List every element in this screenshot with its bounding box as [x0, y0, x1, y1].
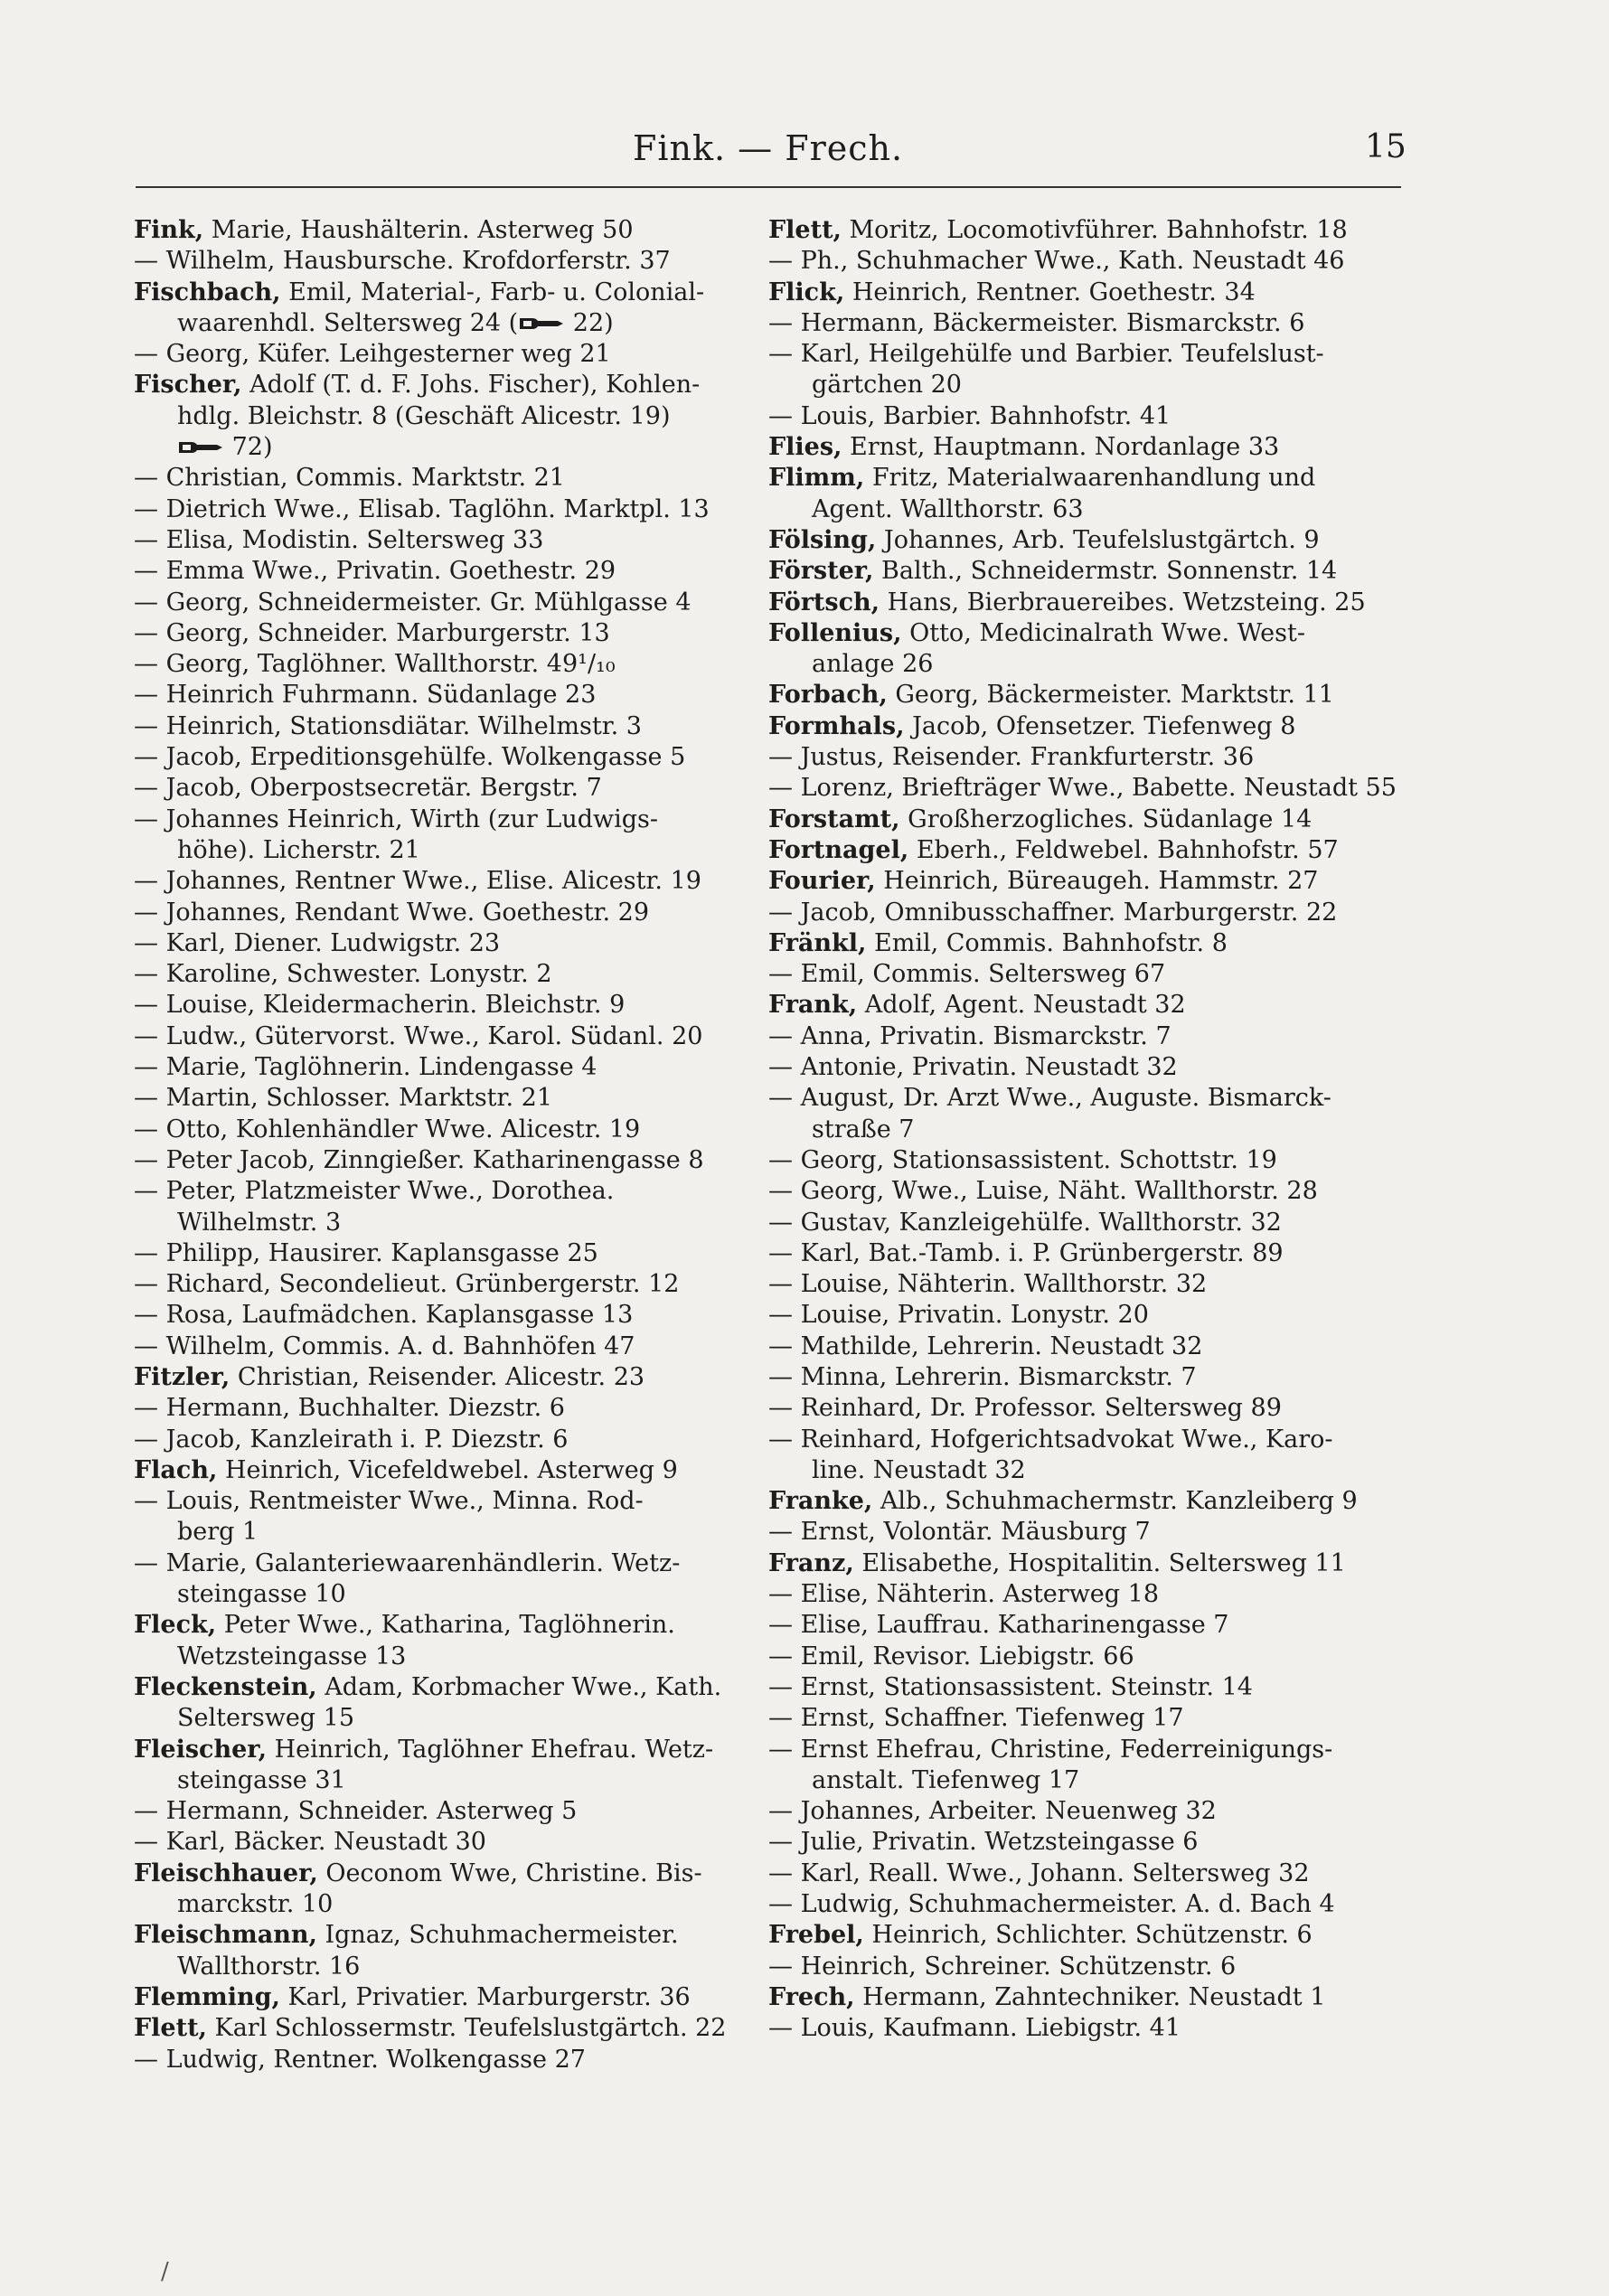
directory-entry — [768, 1610, 1412, 1641]
entry-surname: Flimm, — [768, 464, 865, 493]
entry-text: Eberh., Feldwebel. Bahnhofstr. 57 — [908, 835, 1339, 864]
entry-text: — Julie, Privatin. Wetzsteingasse 6 — [768, 1828, 1199, 1857]
directory-entry — [768, 1486, 1412, 1517]
entry-text: — Richard, Secondelieut. Grünbergerstr. 12 — [134, 1270, 680, 1299]
directory-entry — [768, 246, 1412, 277]
entry-text: Großherzogliches. Südanlage 14 — [899, 805, 1313, 833]
directory-entry — [134, 1858, 735, 1889]
directory-entry — [768, 525, 1412, 556]
entry-text: — Marie, Taglöhnerin. Lindengasse 4 — [134, 1053, 597, 1082]
entry-continuation — [134, 432, 735, 463]
page-number: 15 — [1365, 128, 1407, 165]
directory-entry — [768, 1269, 1412, 1300]
entry-text: — Emil, Commis. Seltersweg 67 — [768, 960, 1166, 989]
entry-surname: Fleischer, — [134, 1735, 267, 1764]
directory-entry — [134, 649, 735, 680]
directory-entry — [768, 866, 1412, 897]
entry-text: Hans, Bierbrauereibes. Wetzsteing. 25 — [880, 588, 1366, 616]
entry-text: Georg, Bäckermeister. Marktstr. 11 — [887, 681, 1334, 710]
directory-entry — [134, 773, 735, 804]
entry-text: Otto, Medicinalrath Wwe. West- — [901, 618, 1305, 647]
entry-text: — Karl, Reall. Wwe., Johann. Seltersweg 32 — [768, 1858, 1310, 1887]
entry-surname: Fischer, — [134, 371, 242, 400]
directory-entry — [134, 1145, 735, 1176]
directory-entry — [768, 1300, 1412, 1331]
directory-entry — [134, 1796, 735, 1827]
entry-text: steingasse 10 — [177, 1580, 346, 1609]
directory-entry — [134, 680, 735, 710]
entry-text: — Gustav, Kanzleigehülfe. Wallthorstr. 32 — [768, 1208, 1282, 1237]
entry-text: Peter Wwe., Katharina, Taglöhnerin. — [216, 1611, 675, 1640]
entry-text: — Ludwig, Rentner. Wolkengasse 27 — [134, 2045, 586, 2074]
entry-text: — Karoline, Schwester. Lonystr. 2 — [134, 960, 552, 989]
entry-continuation — [768, 649, 1412, 680]
entry-text: — Karl, Bat.-Tamb. i. P. Grünbergerstr. 89 — [768, 1238, 1284, 1267]
directory-entry — [768, 742, 1412, 773]
entry-surname: Frank, — [768, 991, 858, 1020]
entry-text: — Elise, Nähterin. Asterweg 18 — [768, 1580, 1159, 1609]
entry-text: — Louis, Rentmeister Wwe., Minna. Rod- — [134, 1487, 644, 1516]
entry-text: — Wilhelm, Commis. A. d. Bahnhöfen 47 — [134, 1331, 635, 1360]
directory-entry — [768, 1052, 1412, 1083]
entry-text: Seltersweg 15 — [177, 1704, 355, 1733]
entry-text: — Louise, Nähterin. Wallthorstr. 32 — [768, 1270, 1208, 1299]
directory-entry — [134, 1735, 735, 1765]
directory-entry — [768, 1672, 1412, 1703]
entry-text: — Justus, Reisender. Frankfurterstr. 36 — [768, 743, 1255, 772]
entry-surname: Fischbach, — [134, 278, 281, 306]
directory-entry — [768, 1735, 1412, 1765]
directory-entry — [134, 990, 735, 1021]
directory-entry — [134, 742, 735, 773]
running-header: Fink. — Frech. — [633, 128, 904, 168]
directory-entry — [768, 432, 1412, 463]
entry-text: Alb., Schuhmachermstr. Kanzleiberg 9 — [872, 1487, 1358, 1516]
entry-continuation — [768, 1115, 1412, 1145]
entry-text: anlage 26 — [812, 650, 934, 679]
entry-text-after-icon: 22) — [565, 308, 614, 337]
directory-entry — [768, 1548, 1412, 1579]
entry-continuation — [134, 835, 735, 866]
entry-text: Ernst, Hauptmann. Nordanlage 33 — [842, 433, 1280, 462]
directory-entry — [134, 1331, 735, 1362]
directory-entry — [768, 618, 1412, 649]
directory-entry — [768, 680, 1412, 710]
entry-text: Elisabethe, Hospitalitin. Seltersweg 11 — [853, 1548, 1346, 1577]
entry-surname: Forstamt, — [768, 805, 900, 833]
entry-text: — Jacob, Erpeditionsgehülfe. Wolkengasse 5 — [134, 743, 686, 772]
directory-entry — [768, 1642, 1412, 1672]
entry-text: — Mathilde, Lehrerin. Neustadt 32 — [768, 1331, 1203, 1360]
directory-entry — [768, 278, 1412, 308]
directory-entry — [768, 990, 1412, 1021]
entry-surname: Fleischhauer, — [134, 1858, 318, 1887]
directory-entry — [768, 1796, 1412, 1827]
directory-entry — [134, 959, 735, 990]
entry-continuation — [134, 1765, 735, 1796]
directory-entry — [768, 1176, 1412, 1207]
entry-continuation — [768, 1455, 1412, 1486]
entry-continuation — [134, 1642, 735, 1672]
entry-text: — Johannes, Rentner Wwe., Elise. Alicestr. 19 — [134, 867, 701, 896]
entry-text: Karl, Privatier. Marburgerstr. 36 — [279, 1982, 691, 2011]
entry-text: Balth., Schneidermstr. Sonnenstr. 14 — [873, 557, 1338, 586]
directory-entry — [134, 2013, 735, 2044]
entry-text: — Martin, Schlosser. Marktstr. 21 — [134, 1084, 552, 1113]
directory-entry — [768, 2013, 1412, 2044]
entry-text: — Johannes, Arbeiter. Neuenweg 32 — [768, 1797, 1217, 1826]
entry-surname: Flemming, — [134, 1982, 280, 2011]
entry-text: Adolf, Agent. Neustadt 32 — [857, 991, 1186, 1020]
entry-text: — Wilhelm, Hausbursche. Krofdorferstr. 37 — [134, 247, 671, 276]
entry-text: — Georg, Wwe., Luise, Näht. Wallthorstr. 28 — [768, 1177, 1318, 1206]
entry-surname: Fleckenstein, — [134, 1672, 317, 1701]
entry-text: — Reinhard, Hofgerichtsadvokat Wwe., Karo- — [768, 1425, 1333, 1454]
entry-text: — Christian, Commis. Marktstr. 21 — [134, 464, 565, 493]
directory-entry — [134, 1269, 735, 1300]
entry-text: — Hermann, Bäckermeister. Bismarckstr. 6 — [768, 308, 1305, 337]
directory-entry — [134, 928, 735, 959]
entry-continuation — [134, 401, 735, 432]
entry-text: — Georg, Schneidermeister. Gr. Mühlgasse 4 — [134, 588, 692, 616]
entry-text: — Elise, Lauffrau. Katharinengasse 7 — [768, 1611, 1229, 1640]
entry-continuation — [134, 1703, 735, 1734]
directory-entry — [768, 1920, 1412, 1951]
directory-entry — [134, 1021, 735, 1052]
entry-text: — Elisa, Modistin. Seltersweg 33 — [134, 525, 544, 554]
entry-surname: Follenius, — [768, 618, 902, 647]
directory-entry — [134, 711, 735, 742]
directory-entry — [134, 1672, 735, 1703]
entry-text: — Jacob, Oberpostsecretär. Bergstr. 7 — [134, 774, 602, 803]
directory-entry — [134, 278, 735, 308]
entry-text: — Johannes Heinrich, Wirth (zur Ludwigs- — [134, 805, 658, 833]
entry-text: — Louise, Privatin. Lonystr. 20 — [768, 1301, 1149, 1330]
entry-text: berg 1 — [177, 1518, 259, 1547]
entry-text: — Peter, Platzmeister Wwe., Dorothea. — [134, 1177, 615, 1206]
entry-text: Heinrich, Taglöhner Ehefrau. Wetz- — [266, 1735, 714, 1764]
entry-text: — Philipp, Hausirer. Kaplansgasse 25 — [134, 1238, 598, 1267]
entry-text: — Louis, Barbier. Bahnhofstr. 41 — [768, 401, 1171, 430]
directory-entry — [768, 1083, 1412, 1114]
entry-surname: Flick, — [768, 278, 845, 306]
entry-text: — Hermann, Buchhalter. Diezstr. 6 — [134, 1394, 565, 1423]
entry-surname: Fourier, — [768, 867, 876, 896]
directory-entry — [768, 1889, 1412, 1920]
directory-entry — [134, 1393, 735, 1424]
entry-surname: Frebel, — [768, 1921, 864, 1950]
entry-surname: Forbach, — [768, 681, 888, 710]
directory-entry — [134, 588, 735, 618]
entry-text: — Ludw., Gütervorst. Wwe., Karol. Südanl. 20 — [134, 1021, 703, 1050]
entry-text: — Emma Wwe., Privatin. Goethestr. 29 — [134, 557, 616, 586]
directory-entry — [134, 370, 735, 400]
directory-entry — [768, 339, 1412, 370]
directory-entry — [134, 246, 735, 277]
entry-text: gärtchen 20 — [812, 371, 962, 400]
entry-text-after-icon: 72) — [224, 433, 273, 462]
directory-entry — [768, 401, 1412, 432]
pointing-hand-icon — [518, 315, 565, 333]
entry-text: Johannes, Arb. Teufelslustgärtch. 9 — [876, 525, 1320, 554]
directory-entry — [768, 463, 1412, 494]
entry-text: Heinrich, Rentner. Goethestr. 34 — [844, 278, 1256, 306]
entry-text: — Georg, Stationsassistent. Schottstr. 19 — [768, 1145, 1277, 1174]
entry-text: — Hermann, Schneider. Asterweg 5 — [134, 1797, 578, 1826]
directory-entry — [768, 1362, 1412, 1393]
directory-entry — [134, 339, 735, 370]
entry-text: — Louise, Kleidermacherin. Bleichstr. 9 — [134, 991, 626, 1020]
directory-entry — [134, 463, 735, 494]
directory-entry — [134, 1362, 735, 1393]
entry-text: Hermann, Zahntechniker. Neustadt 1 — [854, 1982, 1326, 2011]
directory-entry — [768, 308, 1412, 339]
entry-text: — Minna, Lehrerin. Bismarckstr. 7 — [768, 1362, 1197, 1391]
entry-surname: Fleck, — [134, 1611, 217, 1640]
entry-continuation — [134, 1579, 735, 1610]
entry-text: — Georg, Küfer. Leihgesterner weg 21 — [134, 340, 611, 369]
entry-text: straße 7 — [812, 1115, 915, 1143]
entry-text: — August, Dr. Arzt Wwe., Auguste. Bismarck- — [768, 1084, 1331, 1113]
entry-text: — Karl, Diener. Ludwigstr. 23 — [134, 928, 501, 957]
directory-entry — [768, 1021, 1412, 1052]
header-rule — [136, 186, 1401, 188]
pointing-hand-icon — [177, 438, 224, 456]
directory-entry — [134, 1052, 735, 1083]
directory-entry — [768, 1425, 1412, 1455]
entry-surname: Fortnagel, — [768, 835, 909, 864]
entry-text: Adam, Korbmacher Wwe., Kath. — [316, 1672, 722, 1701]
entry-surname: Fitzler, — [134, 1362, 231, 1391]
entry-surname: Fleischmann, — [134, 1921, 317, 1950]
directory-entry — [134, 898, 735, 928]
footer-mark: / — [161, 2258, 169, 2285]
directory-entry — [768, 773, 1412, 804]
entry-continuation — [768, 370, 1412, 400]
entry-text: Heinrich, Büreaugeh. Hammstr. 27 — [875, 867, 1319, 896]
entry-surname: Franz, — [768, 1548, 854, 1577]
entry-text: — Karl, Heilgehülfe und Barbier. Teufelslust- — [768, 340, 1324, 369]
entry-text: Marie, Haushälterin. Asterweg 50 — [203, 216, 634, 244]
entry-text: Heinrich, Vicefeldwebel. Asterweg 9 — [217, 1455, 678, 1484]
directory-entry — [134, 2045, 735, 2075]
entry-continuation — [768, 1765, 1412, 1796]
entry-text: Wetzsteingasse 13 — [177, 1642, 407, 1670]
entry-text: — Heinrich, Stationsdiätar. Wilhelmstr. 3 — [134, 711, 642, 740]
entry-surname: Förster, — [768, 557, 874, 586]
entry-text: — Rosa, Laufmädchen. Kaplansgasse 13 — [134, 1301, 634, 1330]
entry-text: Emil, Material-, Farb- u. Colonial- — [280, 278, 705, 306]
directory-entry — [768, 805, 1412, 835]
entry-text: Jacob, Ofensetzer. Tiefenweg 8 — [904, 711, 1296, 740]
directory-entry — [134, 525, 735, 556]
entry-continuation — [134, 308, 735, 339]
entry-surname: Frech, — [768, 1982, 855, 2011]
entry-surname: Flett, — [134, 2014, 207, 2043]
directory-entry — [768, 1238, 1412, 1269]
entry-continuation — [134, 1889, 735, 1920]
entry-surname: Flies, — [768, 433, 842, 462]
entry-text: — Antonie, Privatin. Neustadt 32 — [768, 1053, 1178, 1082]
entry-text: Karl Schlossermstr. Teufelslustgärtch. 22 — [206, 2014, 727, 2043]
directory-entry — [768, 1982, 1412, 2013]
entry-text: marckstr. 10 — [177, 1890, 334, 1919]
entry-text: — Ernst, Schaffner. Tiefenweg 17 — [768, 1704, 1184, 1733]
entry-text: Oeconom Wwe, Christine. Bis- — [317, 1858, 702, 1887]
entry-text: line. Neustadt 32 — [812, 1455, 1026, 1484]
entry-surname: Franke, — [768, 1487, 873, 1516]
entry-text: — Jacob, Kanzleirath i. P. Diezstr. 6 — [134, 1425, 569, 1454]
entry-text: — Ph., Schuhmacher Wwe., Kath. Neustadt 46 — [768, 247, 1345, 276]
directory-entry — [768, 959, 1412, 990]
directory-entry — [768, 1517, 1412, 1548]
directory-entry — [134, 215, 735, 246]
directory-entry — [134, 1425, 735, 1455]
entry-surname: Förtsch, — [768, 588, 880, 616]
entry-surname: Flett, — [768, 216, 842, 244]
directory-entry — [134, 866, 735, 897]
directory-entry — [768, 898, 1412, 928]
entry-text: — Ernst, Volontär. Mäusburg 7 — [768, 1518, 1151, 1547]
entry-text: hdlg. Bleichstr. 8 (Geschäft Alicestr. 19) — [177, 401, 671, 430]
entry-surname: Formhals, — [768, 711, 905, 740]
directory-entry — [768, 588, 1412, 618]
directory-entry — [134, 1610, 735, 1641]
entry-text: Wallthorstr. 16 — [177, 1952, 361, 1981]
entry-text: — Louis, Kaufmann. Liebigstr. 41 — [768, 2014, 1181, 2043]
entry-text: — Heinrich, Schreiner. Schützenstr. 6 — [768, 1952, 1237, 1981]
entry-continuation — [768, 494, 1412, 525]
left-column — [134, 215, 735, 2075]
entry-text: — Ludwig, Schuhmachermeister. A. d. Bach 4 — [768, 1890, 1335, 1919]
entry-text: — Dietrich Wwe., Elisab. Taglöhn. Marktpl. 13 — [134, 494, 710, 523]
directory-entry — [768, 1393, 1412, 1424]
entry-text: — Otto, Kohlenhändler Wwe. Alicestr. 19 — [134, 1115, 641, 1143]
entry-text: höhe). Licherstr. 21 — [177, 835, 420, 864]
entry-text: anstalt. Tiefenweg 17 — [812, 1765, 1080, 1794]
entry-text: — Lorenz, Briefträger Wwe., Babette. Neustadt 55 — [768, 774, 1397, 803]
entry-text: — Peter Jacob, Zinngießer. Katharinengasse 8 — [134, 1145, 704, 1174]
entry-text: Moritz, Locomotivführer. Bahnhofstr. 18 — [841, 216, 1348, 244]
directory-entry — [768, 711, 1412, 742]
directory-entry — [768, 1703, 1412, 1734]
directory-entry — [134, 1920, 735, 1951]
entry-continuation — [134, 1952, 735, 1982]
directory-entry — [134, 1486, 735, 1517]
entry-text: Heinrich, Schlichter. Schützenstr. 6 — [863, 1921, 1313, 1950]
directory-entry — [768, 1331, 1412, 1362]
entry-text: — Heinrich Fuhrmann. Südanlage 23 — [134, 681, 597, 710]
directory-entry — [768, 1145, 1412, 1176]
entry-text: — Reinhard, Dr. Professor. Seltersweg 89 — [768, 1394, 1282, 1423]
directory-entry — [134, 1083, 735, 1114]
entry-surname: Fölsing, — [768, 525, 877, 554]
directory-entry — [768, 1579, 1412, 1610]
entry-continuation — [134, 1517, 735, 1548]
entry-text: steingasse 31 — [177, 1765, 346, 1794]
entry-text: — Ernst Ehefrau, Christine, Federreinigungs- — [768, 1735, 1333, 1764]
directory-entry — [134, 1827, 735, 1858]
directory-entry — [768, 1827, 1412, 1858]
entry-text: Wilhelmstr. 3 — [177, 1208, 342, 1237]
directory-entry — [134, 1176, 735, 1207]
directory-entry — [134, 1982, 735, 2013]
entry-text: — Jacob, Omnibusschaffner. Marburgerstr. 22 — [768, 898, 1338, 927]
directory-entry — [768, 1858, 1412, 1889]
directory-entry — [768, 1952, 1412, 1982]
entry-text: — Johannes, Rendant Wwe. Goethestr. 29 — [134, 898, 650, 927]
entry-text: Ignaz, Schuhmachermeister. — [316, 1921, 679, 1950]
entry-text: — Marie, Galanteriewaarenhändlerin. Wetz- — [134, 1548, 681, 1577]
directory-entry — [134, 1238, 735, 1269]
directory-entry — [768, 556, 1412, 587]
entry-text: — Emil, Revisor. Liebigstr. 66 — [768, 1642, 1134, 1670]
directory-entry — [134, 494, 735, 525]
directory-entry — [134, 1548, 735, 1579]
entry-text: — Anna, Privatin. Bismarckstr. 7 — [768, 1021, 1171, 1050]
entry-text: Emil, Commis. Bahnhofstr. 8 — [866, 928, 1228, 957]
right-column — [768, 215, 1412, 2045]
entry-surname: Fränkl, — [768, 928, 867, 957]
directory-entry — [768, 928, 1412, 959]
entry-text: — Karl, Bäcker. Neustadt 30 — [134, 1828, 486, 1857]
directory-entry — [134, 1300, 735, 1331]
entry-text: waarenhdl. Seltersweg 24 ( — [177, 308, 519, 337]
directory-entry — [768, 1208, 1412, 1238]
directory-entry — [134, 805, 735, 835]
entry-text: Christian, Reisender. Alicestr. 23 — [230, 1362, 645, 1391]
directory-entry — [134, 556, 735, 587]
entry-text: Adolf (T. d. F. Johs. Fischer), Kohlen- — [241, 371, 701, 400]
directory-entry — [134, 1115, 735, 1145]
directory-entry — [134, 1455, 735, 1486]
entry-continuation — [134, 1208, 735, 1238]
entry-surname: Flach, — [134, 1455, 218, 1484]
entry-text: — Ernst, Stationsassistent. Steinstr. 14 — [768, 1672, 1253, 1701]
entry-text: Fritz, Materialwaarenhandlung und — [864, 464, 1316, 493]
entry-text: Agent. Wallthorstr. 63 — [812, 494, 1084, 523]
directory-entry — [768, 835, 1412, 866]
directory-entry — [768, 215, 1412, 246]
entry-text: — Georg, Taglöhner. Wallthorstr. 49¹/₁₀ — [134, 650, 616, 679]
directory-entry — [134, 618, 735, 649]
entry-text: — Georg, Schneider. Marburgerstr. 13 — [134, 618, 610, 647]
entry-surname: Fink, — [134, 216, 204, 244]
